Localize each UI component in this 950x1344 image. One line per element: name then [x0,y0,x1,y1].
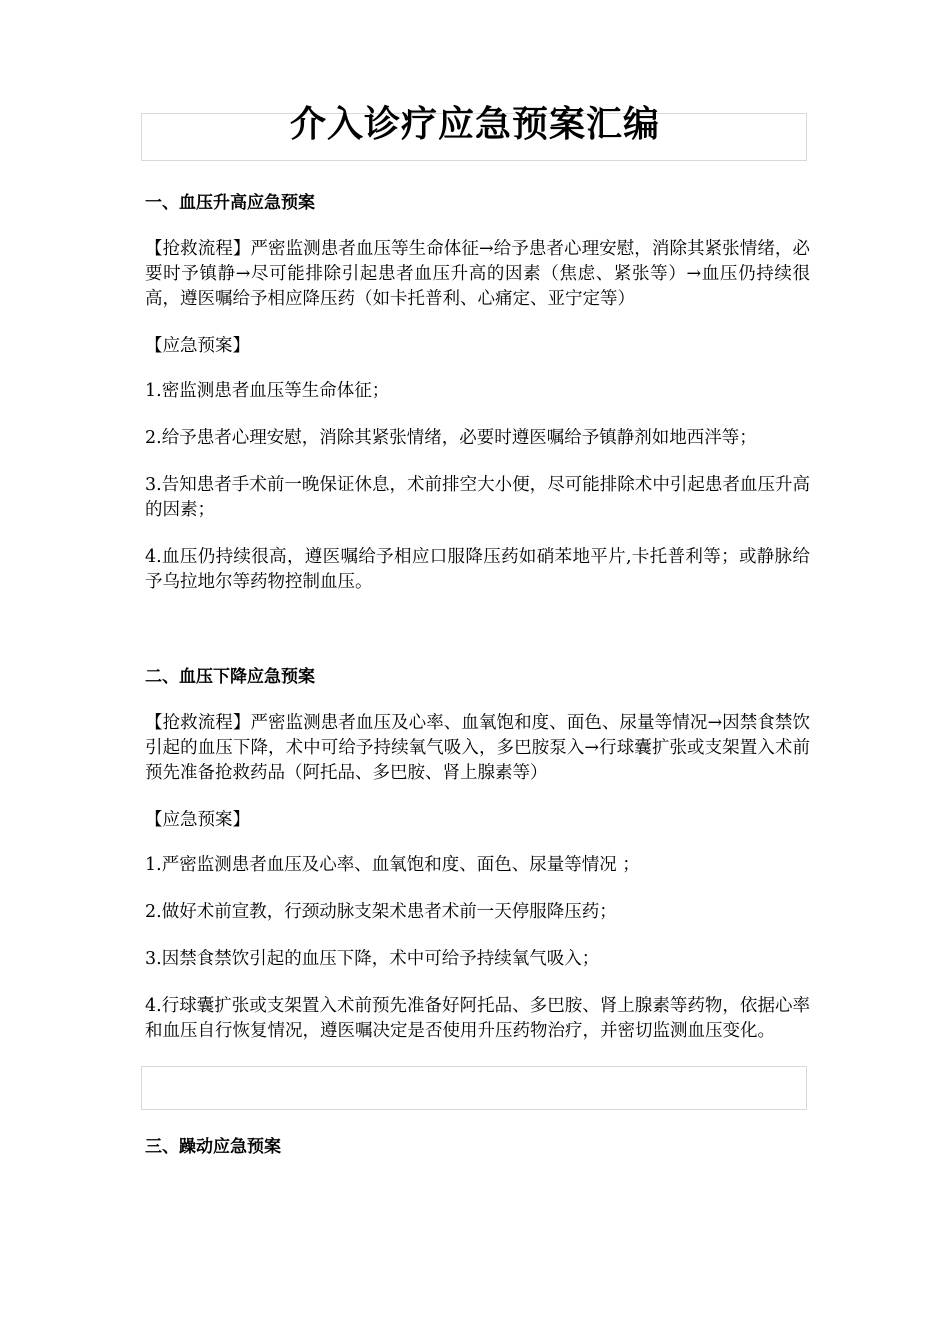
rescue-flow-paragraph: 【抢救流程】严密监测患者血压及心率、血氧饱和度、面色、尿量等情况→因禁食禁饮引起的血压下降，术中可给予持续氧气吸入，多巴胺泵入→行球囊扩张或支架置入术前预先准备抢救药品（阿托品、多巴胺、肾上腺素等） [145,713,810,783]
rescue-flow-paragraph: 【抢救流程】严密监测患者血压等生命体征→给予患者心理安慰，消除其紧张情绪，必要时予镇静→尽可能排除引起患者血压升高的因素（焦虑、紧张等）→血压仍持续很高，遵医嘱给予相应降压药（如卡托普利、心痛定、亚宁定等） [145,239,810,309]
section-divider-frame [141,1066,807,1110]
section-heading: 三、躁动应急预案 [145,1137,281,1157]
plan-item: 3.因禁食禁饮引起的血压下降，术中可给予持续氧气吸入； [145,949,600,969]
section-bp-low [145,664,810,1044]
section-heading: 一、血压升高应急预案 [145,193,315,213]
document-body [145,190,810,1181]
plan-item: 1.密监测患者血压等生命体征； [145,381,390,401]
section-spacer [145,617,810,664]
section-heading: 二、血压下降应急预案 [145,667,315,687]
plan-item: 2.给予患者心理安慰，消除其紧张情绪，必要时遵医嘱给予镇静剂如地西泮等； [145,428,757,448]
section-bp-high [145,190,810,595]
plan-item: 3.告知患者手术前一晚保证休息，术前排空大小便，尽可能排除术中引起患者血压升高的因素； [145,475,810,520]
document-title: 介入诊疗应急预案汇编 [289,103,660,145]
plan-item: 2.做好术前宣教，行颈动脉支架术患者术前一天停服降压药； [145,902,617,922]
plan-item: 4.行球囊扩张或支架置入术前预先准备好阿托品、多巴胺、肾上腺素等药物，依据心率和血压自行恢复情况，遵医嘱决定是否使用升压药物治疗，并密切监测血压变化。 [145,996,810,1041]
section-agitation [145,1134,810,1160]
plan-label: 【应急预案】 [145,336,250,356]
plan-item: 4.血压仍持续很高，遵医嘱给予相应口服降压药如硝苯地平片,卡托普利等；或静脉给予乌拉地尔等药物控制血压。 [145,547,810,592]
plan-label: 【应急预案】 [145,810,250,830]
plan-item: 1.严密监测患者血压及心率、血氧饱和度、面色、尿量等情况 ； [145,855,640,875]
